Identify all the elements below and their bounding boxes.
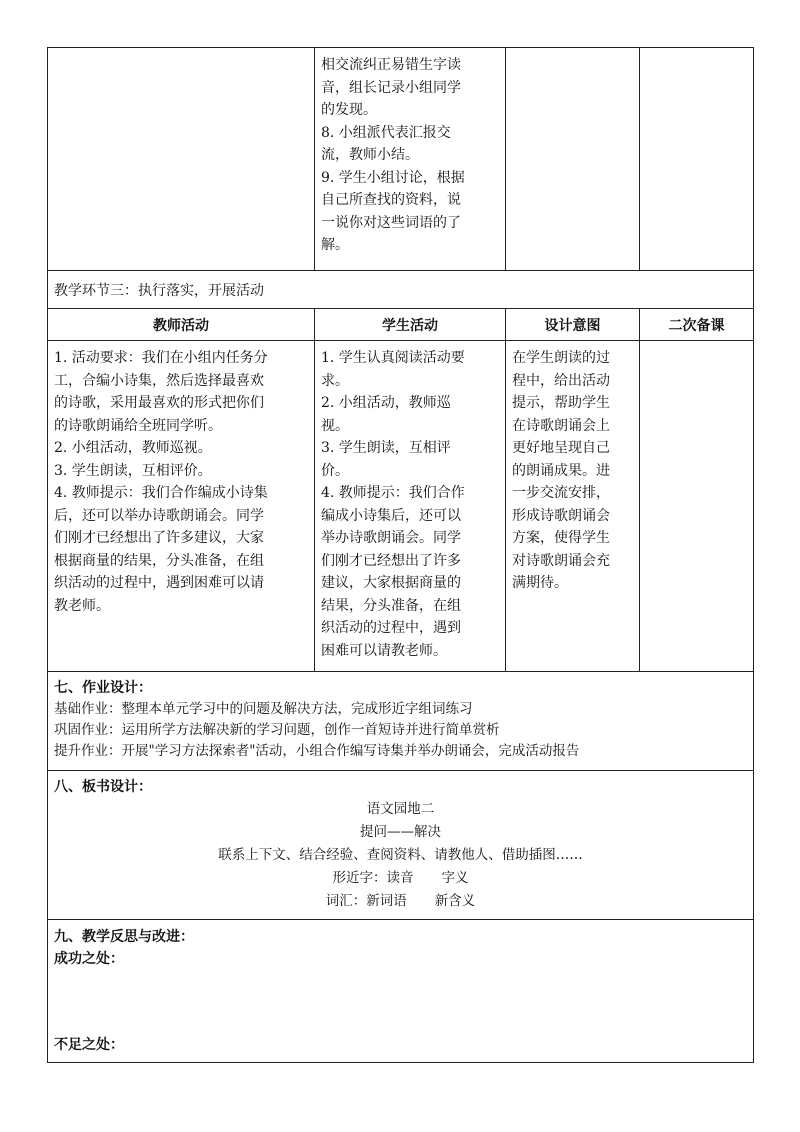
text-line: 们刚才已经想出了许多: [321, 552, 461, 569]
stage3-row: [48, 271, 754, 309]
text-line: 提示，帮助学生: [512, 395, 610, 411]
board-line-characters: [54, 867, 747, 890]
text-line: 2. 小组活动，教师巡: [321, 395, 451, 411]
text-line: 满期待。: [512, 575, 568, 591]
second-prep-cell: [640, 341, 754, 672]
text-line: 一说你对这些词语的了: [321, 214, 461, 231]
text-line: 在学生朗读的过: [512, 350, 610, 366]
design-intent-text: [506, 341, 639, 599]
text-line: 的诗歌朗诵给全班同学听。: [54, 417, 222, 434]
board-title: 八、板书设计：: [54, 779, 152, 795]
column-header-row: [48, 309, 754, 341]
board-content: [54, 798, 747, 913]
text-line: 程中，给出活动: [512, 372, 610, 389]
design-intent-cell: [506, 341, 640, 672]
text-line: 4. 教师提示：我们合作编成小诗集: [54, 485, 268, 501]
text-line: 流，教师小结。: [321, 147, 419, 163]
header-notes: 二次备课: [640, 309, 754, 341]
text-line: 9. 学生小组讨论，根据: [321, 169, 465, 186]
text-line: 解。: [321, 237, 349, 253]
header-teacher: 教师活动: [48, 309, 315, 341]
board-char-sound: 形近字：读音: [332, 870, 414, 886]
text-line: 相交流纠正易错生字读: [321, 57, 461, 73]
header-student: 学生活动: [315, 309, 506, 341]
text-line: 在诗歌朗诵会上: [512, 417, 610, 434]
board-vocab-new: 词汇：新词语: [325, 893, 407, 909]
text-line: 1. 活动要求：我们在小组内任务分: [54, 350, 268, 366]
homework-title: 七、作业设计：: [54, 680, 152, 696]
text-line: 结果，分头准备，在组: [321, 597, 461, 614]
lesson-plan-page: [47, 47, 753, 1063]
homework-advanced: 提升作业：开展"学习方法探索者"活动，小组合作编写诗集并举办朗诵会，完成活动报告: [54, 743, 580, 759]
text-line: 8. 小组派代表汇报交: [321, 124, 451, 141]
text-line: 自己所查找的资料，说: [321, 192, 461, 208]
student-activity-text: [315, 341, 505, 666]
text-line: 举办诗歌朗诵会。同学: [321, 530, 461, 546]
lesson-plan-table: [47, 47, 754, 1063]
text-line: 3. 学生朗读，互相评: [321, 440, 451, 456]
text-line: 价。: [321, 462, 349, 479]
continued-student-text: [315, 48, 505, 261]
text-line: 形成诗歌朗诵会: [512, 507, 610, 524]
text-line: 建议，大家根据商量的: [321, 575, 461, 591]
reflection-shortcoming: 不足之处：: [54, 1037, 124, 1053]
board-line-topic: 语文园地二: [366, 801, 435, 817]
activity-row: [48, 341, 754, 672]
text-line: 编成小诗集后，还可以: [321, 507, 461, 524]
text-line: 4. 教师提示：我们合作: [321, 485, 465, 501]
text-line: 困难可以请教老师。: [321, 642, 447, 659]
homework-basic: 基础作业：整理本单元学习中的问题及解决方法，完成形近字组词练习: [54, 701, 473, 717]
homework-section: [48, 672, 754, 771]
header-intent: 设计意图: [506, 309, 640, 341]
continued-activity-row: [48, 48, 754, 271]
stage3-title: 教学环节三：执行落实，开展活动: [48, 271, 754, 309]
text-line: 织活动的过程中，遇到困难可以请: [54, 575, 264, 591]
reflection-section: [48, 920, 754, 1063]
board-line-vocab: [54, 890, 747, 913]
continued-intent-cell: [506, 48, 640, 271]
text-line: 求。: [321, 372, 349, 389]
text-line: 的朗诵成果。进: [512, 462, 610, 479]
teacher-activity-text: [48, 341, 314, 621]
homework-row: [48, 672, 754, 771]
reflection-title: 九、教学反思与改进：: [54, 929, 194, 945]
text-line: 视。: [321, 417, 349, 434]
board-line-strategies: 联系上下文、结合经验、查阅资料、请教他人、借助插图……: [218, 847, 583, 863]
text-line: 工，合编小诗集，然后选择最喜欢: [54, 372, 264, 389]
board-char-meaning: 字义: [441, 870, 469, 886]
reflection-success: 成功之处：: [54, 951, 124, 967]
text-line: 1. 学生认真阅读活动要: [321, 350, 465, 366]
text-line: 的诗歌，采用最喜欢的形式把你们: [54, 395, 264, 411]
text-line: 后，还可以举办诗歌朗诵会。同学: [54, 507, 264, 524]
text-line: 2. 小组活动，教师巡视。: [54, 440, 212, 456]
reflection-row: [48, 920, 754, 1063]
text-line: 一步交流安排，: [512, 485, 610, 501]
text-line: 3. 学生朗读，互相评价。: [54, 462, 212, 479]
homework-consolidate: 巩固作业：运用所学方法解决新的学习问题，创作一首短诗并进行简单赏析: [54, 722, 500, 738]
text-line: 对诗歌朗诵会充: [512, 552, 610, 569]
board-row: [48, 771, 754, 920]
text-line: 织活动的过程中，遇到: [321, 620, 461, 636]
text-line: 根据商量的结果，分头准备，在组: [54, 552, 264, 569]
continued-teacher-cell: [48, 48, 315, 271]
text-line: 教老师。: [54, 597, 110, 614]
text-line: 音，组长记录小组同学: [321, 79, 461, 96]
board-line-method: 提问——解决: [360, 824, 441, 840]
teacher-activity-cell: [48, 341, 315, 672]
board-vocab-meaning: 新含义: [434, 893, 476, 909]
continued-student-cell: [315, 48, 506, 271]
student-activity-cell: [315, 341, 506, 672]
board-design-section: [48, 771, 754, 920]
text-line: 更好地呈现自己: [512, 440, 610, 456]
text-line: 的发现。: [321, 102, 377, 118]
continued-notes-cell: [640, 48, 754, 271]
text-line: 们刚才已经想出了许多建议，大家: [54, 530, 264, 546]
text-line: 方案，使得学生: [512, 530, 610, 546]
